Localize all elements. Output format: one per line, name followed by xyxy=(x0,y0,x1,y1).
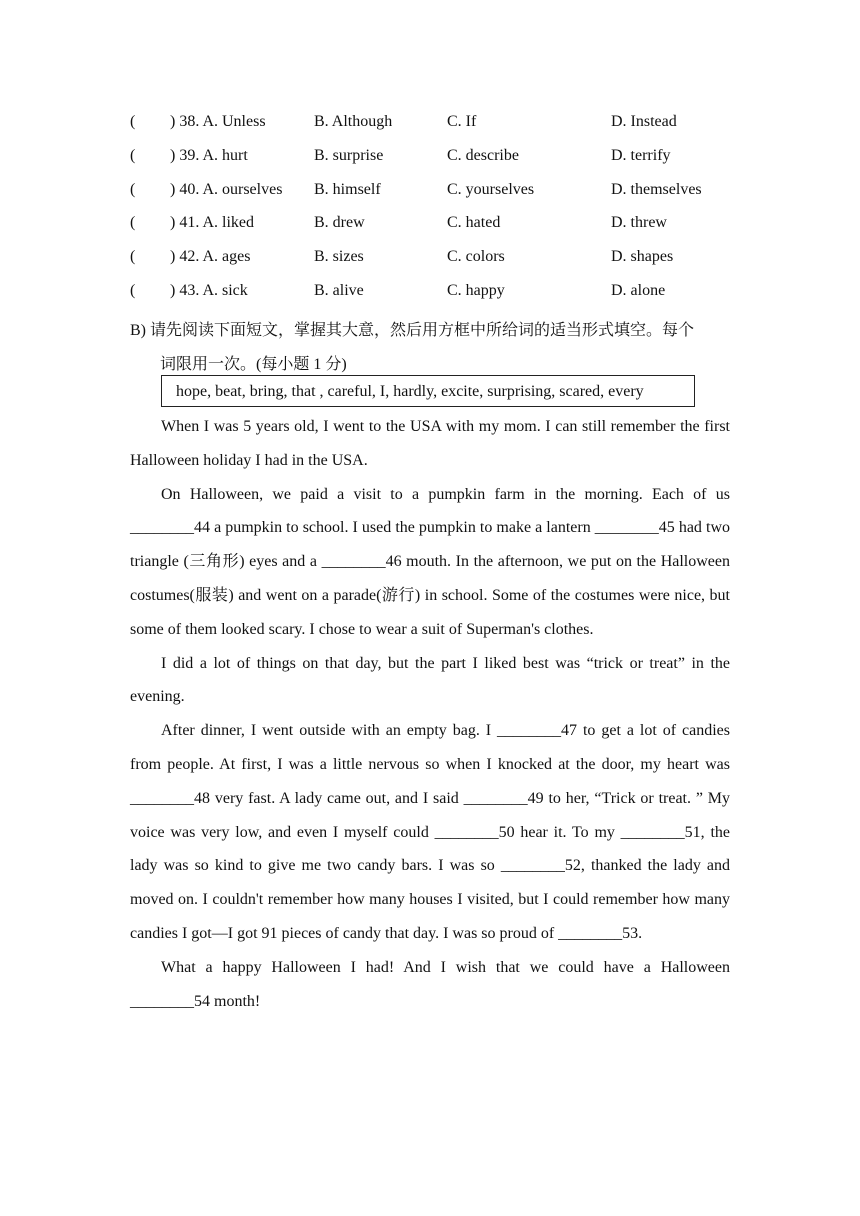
paragraph-3: I did a lot of things on that day, but the part I liked best was “trick or treat” in the evening. xyxy=(130,654,730,706)
option-c: C. hated xyxy=(447,214,501,232)
answer-paren: ( xyxy=(130,248,136,266)
question-row-38 xyxy=(130,110,750,144)
option-b: B. drew xyxy=(314,214,365,232)
option-d: D. threw xyxy=(611,214,667,232)
question-row-40 xyxy=(130,178,750,212)
paragraph-2: On Halloween, we paid a visit to a pumpkin farm in the morning. Each of us ________44 a pumpkin to school. I used the pumpkin to make a lantern ________45 had two triangle (三角形) eyes and a ________46 mouth. In the afternoon, we put on the Halloween costumes(服装) and went on a parade(游行) in school. Some of the costumes were nice, but some of them looked scary. I chose to wear a suit of Superman's clothes. xyxy=(130,485,730,638)
option-a: ) 43. A. sick xyxy=(170,281,248,299)
option-b: B. alive xyxy=(314,281,364,299)
instruction-line-1: B) 请先阅读下面短文，掌握其大意，然后用方框中所给词的适当形式填空。每个 xyxy=(130,322,695,339)
question-row-39 xyxy=(130,144,750,178)
option-a: ) 38. A. Unless xyxy=(170,113,266,130)
option-b: B. himself xyxy=(314,180,381,198)
option-d: D. alone xyxy=(611,281,666,299)
option-c: C. colors xyxy=(447,248,505,266)
answer-paren: ( xyxy=(130,146,136,164)
paragraph-4: After dinner, I went outside with an empty bag. I ________47 to get a lot of candies from people. At first, I was a little nervous so when I knocked at the door, my heart was ________48 very fast. A lady came out, and I said ________49 to her, “Trick or treat. ” My voice was very low, and even I myself could ________50 hear it. To my ________51, the lady was so kind to give me two candy bars. I was so ________52, thanked the lady and moved on. I couldn't remember how many houses I visited, but I could remember how many candies I got—I got 91 pieces of candy that day. I was so proud of ________53. xyxy=(130,722,730,942)
option-a: ) 40. A. ourselves xyxy=(170,180,283,198)
option-a: ) 39. A. hurt xyxy=(170,146,248,164)
option-d: D. terrify xyxy=(611,146,671,164)
option-a: ) 42. A. ages xyxy=(170,248,251,266)
paragraph-5: What a happy Halloween I had! And I wish that we could have a Halloween ________54 month! xyxy=(130,958,730,1010)
paragraph-1: When I was 5 years old, I went to the USA with my mom. I can still remember the first Halloween holiday I had in the USA. xyxy=(130,418,730,469)
option-c: C. If xyxy=(447,113,477,130)
option-d: D. themselves xyxy=(611,180,702,198)
option-b: B. surprise xyxy=(314,146,384,164)
reading-passage xyxy=(130,410,730,1018)
option-d: D. Instead xyxy=(611,113,677,130)
section-b-instructions xyxy=(130,314,730,382)
option-c: C. yourselves xyxy=(447,180,535,198)
question-row-41 xyxy=(130,211,750,245)
multiple-choice-list xyxy=(130,110,750,313)
option-b: B. sizes xyxy=(314,248,364,266)
word-bank-box: hope, beat, bring, that , careful, I, hardly, excite, surprising, scared, every xyxy=(161,375,695,407)
question-row-42 xyxy=(130,245,750,279)
option-c: C. describe xyxy=(447,146,519,164)
answer-paren: ( xyxy=(130,180,136,198)
instruction-line-2: 词限用一次。(每小题 1 分) xyxy=(160,355,347,373)
option-d: D. shapes xyxy=(611,248,674,266)
question-row-43 xyxy=(130,279,750,313)
answer-paren: ( xyxy=(130,214,136,232)
option-a: ) 41. A. liked xyxy=(170,214,254,232)
answer-paren: ( xyxy=(130,113,136,130)
answer-paren: ( xyxy=(130,281,136,299)
option-c: C. happy xyxy=(447,281,505,299)
option-b: B. Although xyxy=(314,113,393,130)
